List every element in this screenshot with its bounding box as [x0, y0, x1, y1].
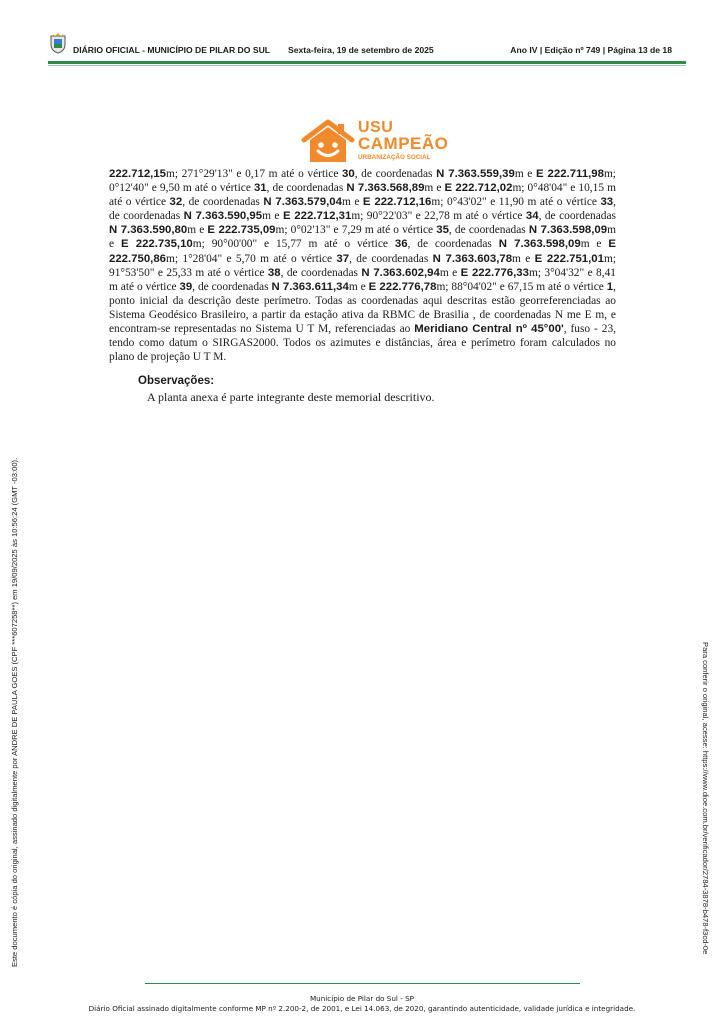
description-text: , de coordenadas	[349, 252, 433, 265]
coordinate-value: E 222.776,33	[460, 266, 529, 279]
coordinate-value: N 7.363.598,09	[528, 224, 608, 237]
coordinate-value: E 222.751,01	[534, 252, 604, 265]
description-text: , de coordenadas	[109, 196, 616, 223]
description-text: , de coordenadas	[538, 210, 616, 223]
footer-divider	[145, 983, 580, 984]
description-text: , de coordenadas	[192, 280, 272, 293]
description-text: , de coordenadas	[448, 224, 529, 237]
header-divider-thin	[48, 65, 686, 66]
description-text: m e	[439, 266, 461, 279]
digital-signature-notice: Este documento é cópia do original, assinado digitalmente por ANDRE DE PAULA GOES (CPF ***607258**) em 19/09/2025 às 10:56:24 (GMT -03:00).	[10, 457, 19, 967]
description-text: m; 3°04'32" e 8,41 m até o vértice	[109, 266, 616, 293]
description-text: , de coordenadas	[182, 196, 264, 209]
description-text: m; 0°43'02" e 11,90 m até o vértice	[431, 196, 601, 209]
coordinate-value: N 7.363.590,80	[109, 224, 188, 237]
description-text: m; 0°48'04" e 10,15 m até o vértice	[109, 182, 616, 209]
edition-info: Ano IV | Edição nº 749 | Página 13 de 18	[510, 45, 672, 55]
description-text: m e	[424, 182, 445, 195]
coordinate-value: E 222.712,02	[444, 182, 513, 195]
logo-text-usu: USU	[358, 119, 394, 136]
description-text: m; 88°04'02" e 67,15 m até o vértice	[436, 280, 607, 293]
description-text: , de coordenadas	[407, 238, 499, 251]
coordinate-value: N 7.363.590,95	[183, 210, 263, 223]
description-text: m e	[109, 224, 616, 251]
coordinate-value: 35	[436, 224, 449, 237]
logo-text-campeao: CAMPEÃO	[358, 134, 449, 153]
coordinate-value: N 7.363.559,39	[436, 168, 515, 180]
newspaper-title: DIÁRIO OFICIAL - MUNICÍPIO DE PILAR DO SUL	[73, 45, 271, 55]
coordinate-value: N 7.363.611,34	[271, 280, 349, 293]
coordinate-value: E 222.735,10	[120, 238, 193, 251]
description-text: m; 91°53'50" e 25,33 m até o vértice	[109, 252, 616, 279]
coordinate-value: E 222.776,78	[368, 280, 437, 293]
description-text: m; 271°29'13" e 0,17 m até o vértice	[166, 168, 343, 180]
coordinate-value: N 7.363.602,94	[361, 266, 440, 279]
coordinate-value: 31	[253, 182, 267, 195]
verification-link[interactable]: Para conferir o original, acesse: https://www.dioe.com.br/verificador/2784-3878-b478-f3cd-0e	[701, 642, 710, 955]
description-text: m e	[348, 280, 369, 293]
header-divider	[48, 61, 686, 64]
coordinate-value: 222.712,15	[109, 168, 167, 180]
coordinate-value: 30	[342, 168, 355, 180]
coordinate-value: 36	[394, 238, 408, 251]
coordinate-value: 39	[179, 280, 193, 293]
coordinate-value: N 7.363.568,89	[346, 182, 425, 195]
description-text: m; 0°02'13" e 7,29 m até o vértice	[275, 224, 437, 237]
coordinate-value: 33	[600, 196, 614, 209]
description-text: , de coordenadas	[354, 168, 437, 180]
issue-date: Sexta-feira, 19 de setembro de 2025	[288, 45, 434, 55]
description-text: m; 90°00'00" e 15,77 m até o vértice	[192, 238, 395, 251]
coordinate-value: E 222.712,31	[282, 210, 352, 223]
description-text: m e	[262, 210, 283, 223]
description-text: , de coordenadas	[280, 266, 362, 279]
coat-of-arms-icon	[48, 32, 68, 54]
coordinate-value: E 222.712,16	[362, 196, 432, 209]
coordinate-value: N 7.363.603,78	[432, 252, 513, 265]
coordinate-value: N 7.363.598,09	[498, 238, 581, 251]
coordinate-value: 38	[267, 266, 281, 279]
description-text: , ponto inicial da descrição deste perímetro. Todas as coordenadas aqui descritas estão georreferenciadas ao Sistema Geodésico Brasileiro, a partir da estação ativa da RBMC de Brasilia , de coordenadas N me E m, e encontram-se representadas no Sistema U T M, referenciadas ao	[109, 280, 616, 336]
smiling-house-icon	[300, 118, 356, 166]
footer-municipality: Município de Pilar do Sul - SP	[309, 994, 414, 1003]
coordinate-value: 37	[336, 252, 350, 265]
description-text: m e	[580, 238, 609, 251]
description-text: m e	[187, 224, 208, 237]
coordinate-value: 1	[606, 280, 614, 293]
description-text: , de coordenadas	[266, 182, 347, 195]
coordinate-value: E 222.711,98	[536, 168, 604, 180]
perimeter-description	[109, 167, 616, 364]
observations-text: A planta anexa é parte integrante deste memorial descritivo.	[147, 390, 435, 404]
description-text: m; 0°12'40" e 9,50 m até o vértice	[109, 168, 616, 195]
page-header	[48, 30, 686, 66]
description-text: m e	[341, 196, 363, 209]
description-text: m; 90°22'03" e 22,78 m até o vértice	[351, 210, 526, 223]
coordinate-value: N 7.363.579,04	[263, 196, 342, 209]
coordinate-value: 32	[169, 196, 183, 209]
description-text: , fuso - 23, tendo como datum o SIRGAS2000. Todos os azimutes e distâncias, área e perímetro foram calculados no plano de projeção U T M.	[109, 323, 616, 364]
coordinate-value: E 222.750,86	[109, 238, 616, 265]
coordinate-value: E 222.735,09	[207, 224, 276, 237]
description-text: m; 1°28'04" e 5,70 m até o vértice	[166, 252, 337, 265]
coordinate-value: 34	[525, 210, 539, 223]
coordinate-value: Meridiano Central nº 45°00'	[414, 323, 564, 336]
logo-subtitle: URBANIZAÇÃO SOCIAL	[358, 154, 431, 161]
usu-campeao-logo	[300, 118, 460, 168]
footer-legal-notice: Diário Oficial assinado digitalmente conforme MP nº 2.200-2, de 2001, e Lei 14.063, de 2020, garantindo autenticidade, validade jurídica e integridade.	[88, 1004, 636, 1013]
observations-heading: Observações:	[138, 375, 215, 387]
description-text: m e	[512, 252, 535, 265]
description-text: m e	[514, 168, 536, 180]
